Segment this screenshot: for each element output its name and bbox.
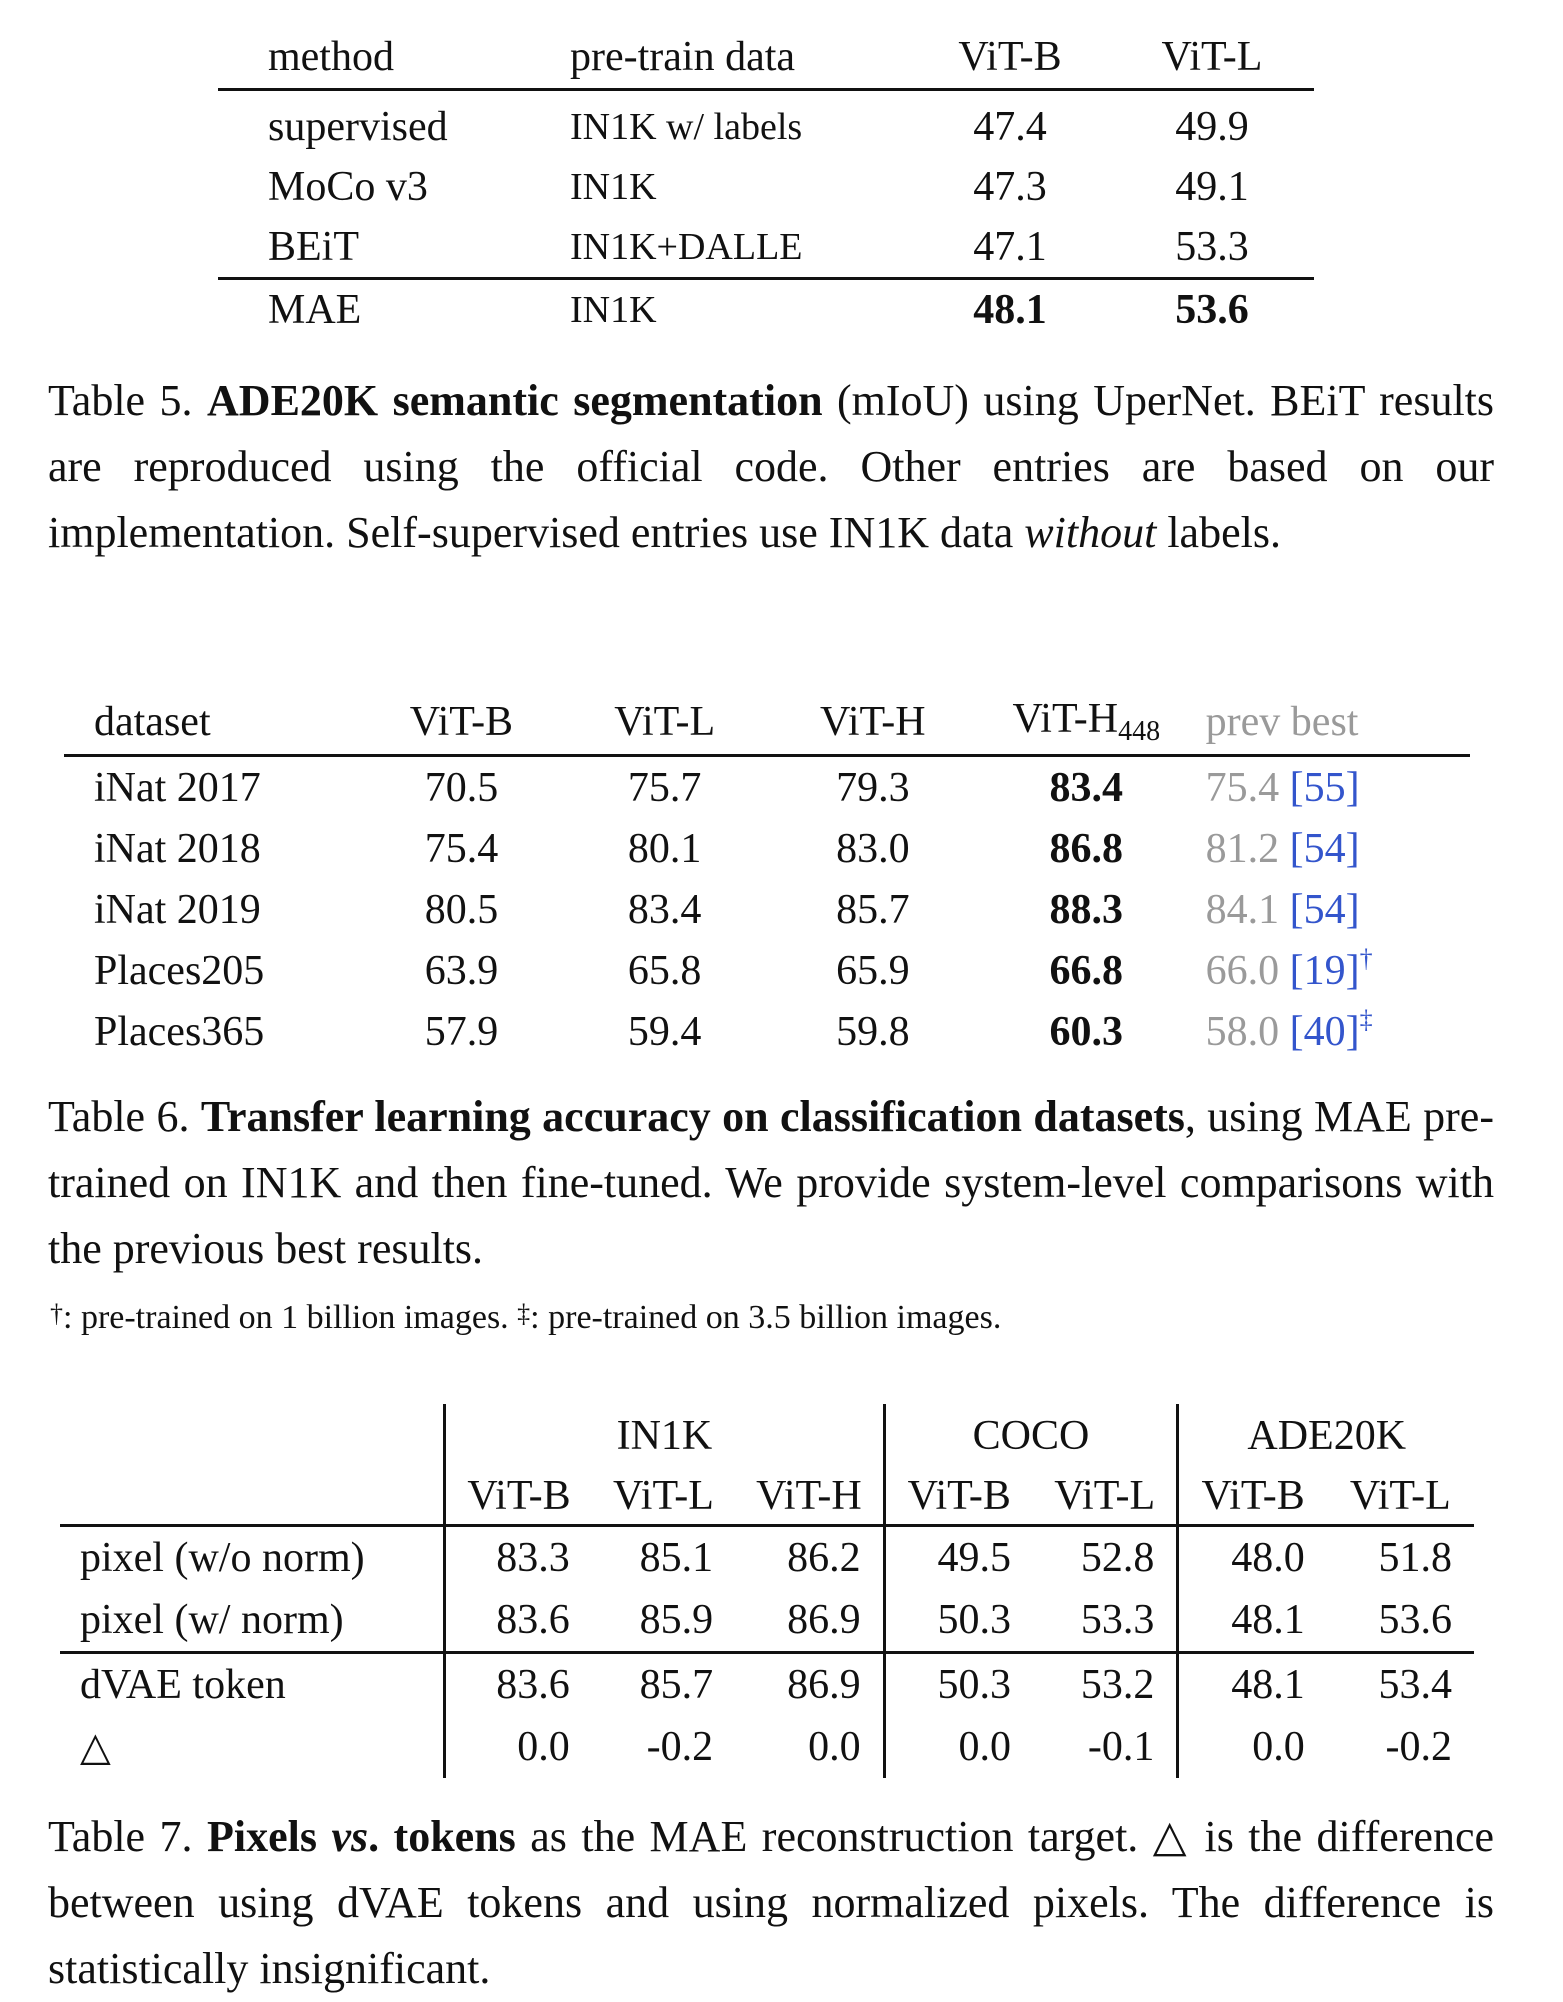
vit-h-cell: 59.8 — [836, 1008, 910, 1055]
value-cell: 0.0 — [808, 1724, 861, 1770]
value-cell: 51.8 — [1378, 1535, 1452, 1581]
footnote-mark: † — [1359, 943, 1373, 973]
table-row — [64, 1001, 1470, 1062]
value-cell: 53.3 — [1080, 1597, 1155, 1643]
vit-l-cell: 65.8 — [627, 947, 702, 994]
value-cell: 83.6 — [445, 1589, 592, 1653]
caption-title: Transfer learning accuracy on classification datasets — [200, 1092, 1185, 1141]
value-cell: 50.3 — [884, 1653, 1033, 1717]
col-header-prev-best: prev best — [1196, 690, 1470, 756]
row-label: pixel (w/ norm) — [80, 1597, 344, 1643]
value-cell: 53.6 — [1378, 1597, 1452, 1643]
vit-b-cell: 70.5 — [424, 764, 499, 811]
value-cell: 53.4 — [1327, 1653, 1474, 1717]
vit-h448-cell: 88.3 — [1049, 886, 1124, 933]
table-row — [64, 879, 1470, 940]
table-row — [60, 1589, 1474, 1653]
citation-link[interactable]: [54] — [1289, 886, 1360, 933]
data-cell: IN1K w/ labels — [570, 106, 803, 148]
col-header-pretrain-data: pre-train data — [570, 26, 910, 90]
value-cell: 0.0 — [884, 1716, 1033, 1778]
vit-l-cell: 75.7 — [627, 764, 702, 811]
table-row — [60, 1526, 1474, 1590]
value-cell: -0.2 — [646, 1724, 714, 1770]
vit-b-cell: 63.9 — [424, 947, 499, 994]
table-6-footnote — [50, 1298, 1496, 1338]
table-5 — [218, 26, 1314, 340]
prev-best-value: 84.1 — [1205, 886, 1280, 933]
col-header-method: method — [218, 26, 570, 90]
table-7 — [60, 1404, 1474, 1778]
data-cell: IN1K — [570, 279, 910, 341]
footnote-text: : pre-trained on 3.5 billion images. — [530, 1299, 1002, 1336]
table-row — [64, 756, 1470, 819]
dataset-cell: iNat 2018 — [94, 825, 261, 872]
citation-link[interactable]: [54] — [1289, 825, 1360, 872]
value-cell: 52.8 — [1080, 1535, 1155, 1581]
vit-b-cell: 47.3 — [973, 164, 1047, 210]
table-row — [64, 818, 1470, 879]
value-cell: 0.0 — [1178, 1716, 1327, 1778]
citation-link[interactable]: [55] — [1289, 764, 1360, 811]
sub-header: ViT-H — [735, 1468, 884, 1526]
sub-header: ViT-B — [445, 1468, 592, 1526]
prev-best-cell — [1196, 818, 1470, 879]
vit-b-cell: 47.4 — [973, 104, 1047, 150]
col-header-vit-b: ViT-B — [362, 690, 560, 756]
vit-h-cell: 83.0 — [836, 825, 910, 872]
sub-header: ViT-B — [1178, 1468, 1327, 1526]
value-cell: -0.2 — [1385, 1724, 1452, 1770]
table-row — [218, 217, 1314, 279]
value-cell: 50.3 — [884, 1589, 1033, 1653]
table-row — [60, 1716, 1474, 1778]
vit-b-cell: 57.9 — [424, 1008, 499, 1055]
caption-title: Pixels — [207, 1812, 317, 1861]
prev-best-value: 81.2 — [1205, 825, 1280, 872]
value-cell: 48.1 — [1178, 1589, 1327, 1653]
table-row — [218, 279, 1314, 341]
value-cell: 86.2 — [787, 1535, 861, 1581]
value-cell: 53.2 — [1033, 1653, 1178, 1717]
method-cell: BEiT — [268, 224, 359, 270]
vit-b-cell: 47.1 — [973, 224, 1047, 270]
caption-title: . tokens — [368, 1812, 516, 1861]
caption-label: Table 5. — [48, 376, 193, 425]
delta-icon: △ — [80, 1724, 111, 1769]
col-header-dataset: dataset — [64, 690, 362, 756]
vit-l-cell: 59.4 — [627, 1008, 702, 1055]
dataset-cell: iNat 2019 — [94, 886, 261, 933]
corner-cell — [60, 1404, 445, 1468]
sub-header: ViT-L — [592, 1468, 735, 1526]
vit-h448-cell: 66.8 — [1049, 947, 1124, 994]
table-7-caption — [48, 1804, 1494, 2002]
value-cell: 0.0 — [445, 1716, 592, 1778]
caption-text: labels. — [1156, 508, 1281, 557]
value-cell: 49.5 — [884, 1526, 1033, 1590]
group-header-ade20k: ADE20K — [1178, 1404, 1474, 1468]
sub-header: ViT-B — [884, 1468, 1033, 1526]
vit-h-cell: 65.9 — [836, 947, 910, 994]
sub-header: ViT-L — [1033, 1468, 1178, 1526]
value-cell: 83.6 — [445, 1653, 592, 1717]
footnote-text: : pre-trained on 1 billion images. — [63, 1299, 518, 1336]
table-row — [60, 1653, 1474, 1717]
citation-link[interactable]: [40] — [1289, 1008, 1360, 1055]
dagger-mark: † — [50, 1299, 63, 1328]
caption-text: (mIoU) using UperNet. BEiT results are reproduced using the official code. Other entries are based on our implementation. Self-supervised entries use IN1K data — [48, 376, 1495, 557]
col-header-vit-b: ViT-B — [910, 26, 1110, 90]
value-cell: 83.3 — [445, 1526, 592, 1590]
vit-b-cell: 75.4 — [424, 825, 499, 872]
data-cell: IN1K+DALLE — [570, 226, 803, 268]
value-cell: 85.9 — [639, 1597, 714, 1643]
vit-b-cell: 80.5 — [424, 886, 499, 933]
value-cell: 48.0 — [1178, 1526, 1327, 1590]
row-label: dVAE token — [60, 1653, 445, 1717]
prev-best-cell — [1196, 879, 1470, 940]
vit-l-cell: 49.1 — [1175, 164, 1249, 210]
caption-text: as the MAE reconstruction target. △ is the difference between using dVAE tokens and using normalized pixels. The difference is statistically insignificant. — [48, 1812, 1494, 1993]
double-dagger-mark: ‡ — [517, 1299, 531, 1328]
footnote-mark: ‡ — [1359, 1004, 1373, 1034]
method-cell: supervised — [268, 104, 448, 150]
citation-link[interactable]: [19] — [1289, 947, 1360, 994]
value-cell: -0.1 — [1087, 1724, 1155, 1770]
caption-label: Table 6. — [48, 1092, 190, 1141]
vit-h-cell: 85.7 — [836, 886, 910, 933]
group-header-coco: COCO — [884, 1404, 1178, 1468]
prev-best-cell — [1196, 756, 1470, 819]
prev-best-value: 58.0 — [1205, 1008, 1280, 1055]
sub-header: ViT-L — [1327, 1468, 1474, 1526]
vit-l-cell: 53.6 — [1110, 279, 1314, 341]
table-row — [218, 157, 1314, 217]
corner-cell — [60, 1468, 445, 1526]
value-cell: 86.9 — [735, 1653, 884, 1717]
prev-best-cell — [1196, 1001, 1470, 1062]
value-cell: 85.7 — [592, 1653, 735, 1717]
table-5-caption — [48, 368, 1494, 566]
header-text: ViT-H — [1012, 696, 1119, 742]
vit-l-cell: 83.4 — [627, 886, 702, 933]
prev-best-cell — [1196, 940, 1470, 1001]
caption-label: Table 7. — [48, 1812, 193, 1861]
col-header-vit-l: ViT-L — [561, 690, 769, 756]
prev-best-value: 75.4 — [1205, 764, 1280, 811]
caption-emphasis: without — [1024, 508, 1157, 557]
method-cell: MAE — [218, 279, 570, 341]
vit-l-cell: 49.9 — [1175, 104, 1249, 150]
data-cell: IN1K — [570, 166, 657, 208]
group-header-in1k: IN1K — [445, 1404, 884, 1468]
table-6-caption — [48, 1084, 1494, 1282]
prev-best-value: 66.0 — [1205, 947, 1280, 994]
table-row — [218, 90, 1314, 158]
value-cell: 48.1 — [1178, 1653, 1327, 1717]
row-label: pixel (w/o norm) — [80, 1535, 365, 1581]
col-header-vit-h448 — [977, 690, 1196, 756]
col-header-vit-h: ViT-H — [769, 690, 977, 756]
vit-h448-cell: 86.8 — [1049, 825, 1124, 872]
vit-h448-cell: 60.3 — [1049, 1008, 1124, 1055]
value-cell: 85.1 — [639, 1535, 714, 1581]
value-cell: 86.9 — [787, 1597, 861, 1643]
caption-title-italic: vs — [331, 1812, 369, 1861]
dataset-cell: iNat 2017 — [94, 764, 261, 811]
vit-b-cell: 48.1 — [910, 279, 1110, 341]
caption-title: ADE20K semantic segmentation — [207, 376, 823, 425]
vit-h448-cell: 83.4 — [1049, 764, 1124, 811]
table-6 — [64, 690, 1470, 1062]
header-subscript: 448 — [1118, 716, 1161, 747]
dataset-cell: Places205 — [94, 947, 265, 994]
vit-h-cell: 79.3 — [836, 764, 910, 811]
vit-l-cell: 80.1 — [627, 825, 702, 872]
table-row — [64, 940, 1470, 1001]
vit-l-cell: 53.3 — [1175, 224, 1249, 270]
method-cell: MoCo v3 — [268, 164, 428, 210]
dataset-cell: Places365 — [94, 1008, 265, 1055]
col-header-vit-l: ViT-L — [1110, 26, 1314, 90]
caption-text: , using MAE pre-trained on IN1K and then fine-tuned. We provide system-level comparisons with the previous best results. — [48, 1092, 1494, 1273]
